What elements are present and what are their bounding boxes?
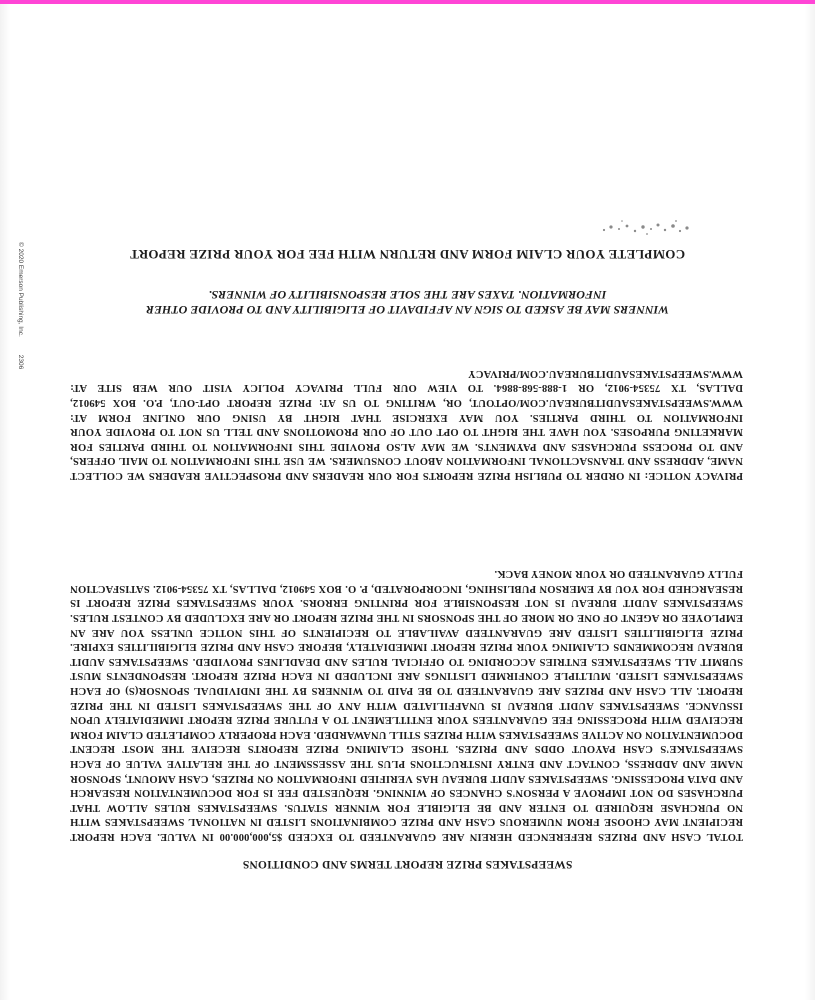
form-code: 2306 — [17, 354, 24, 370]
terms-bold-recommendation: SWEEPSTAKES AUDIT BUREAU RECOMMENDS CLAIMING YOUR PRIZE REPORT IMMEDIATELY, BEFORE CASH AND PRIZE ELIGIBILITIES EXPIRE. — [70, 641, 743, 667]
claim-instruction: COMPLETE YOUR CLAIM FORM AND RETURN WITH FEE FOR YOUR PRIZE REPORT — [129, 247, 686, 262]
copyright-notice: © 2020 Emerson Publishing, Inc. — [17, 242, 24, 337]
terms-guarantee: SATISFACTION FULLY GUARANTEED OR YOUR MONEY BACK. — [70, 568, 743, 594]
privacy-text: IN ORDER TO PUBLISH PRIZE REPORTS FOR OUR READERS AND PROSPECTIVE READERS WE COLLECT NAME, ADDRESS AND TRANSACTIONAL INFORMATION ABOUT CONSUMERS. WE USE THIS INFORMATION TO MAIL OFFERS, AND TO PROCESS PURCHASES AND PAYMENTS. WE MAY ALSO PROVIDE THIS INFORMATION TO THIRD PARTIES FOR MARKETING PURPOSES. YOU HAVE THE RIGHT TO OPT OUT OF OUR PROMOTIONS AND TELL US NOT TO PROVIDE YOUR INFORMATION TO THIRD PARTIES. YOU MAY EXERCISE THAT RIGHT BY USING OUR ONLINE FORM AT: WWW.SWEEPSTAKESAUDITBUREAU.COM/OPTOUT, OR, WRITING TO US AT: PRIZE REPORT OPT-OUT, P.O. BOX 549012, DALLAS, TX 75354-9012, OR 1-888-568-8864. TO VIEW OUR FULL PRIVACY POLICY VISIT OUR WEB SITE AT: WWW.SWEEPSTAKESAUDITBUREAU.COM/PRIVACY — [70, 367, 743, 481]
privacy-paragraph — [70, 365, 743, 482]
terms-paragraph — [70, 566, 743, 843]
terms-intro-text: TOTAL CASH AND PRIZES REFERENCED HEREIN ARE GUARANTEED TO EXCEED $5,000,000.00 IN VALUE. EACH REPORT RECIPIENT MAY CHOOSE FROM NUMEROUS CASH AND PRIZE COMBINATIONS LISTED IN NATIONAL SWEEPSTAKES WITH NO PURCHASE REQUIRED TO ENTER AND BE ELIGIBLE FOR WINNER STATUS. SWEEPSTAKES RULES ALLOW THAT PURCHASES DO NOT IMPROVE A PERSON'S CHANCES OF WINNING. REQUESTED FEE IS FOR DOCUMENTATION RESEARCH AND DATA PROCESSING. SWEEPSTAKES AUDIT BUREAU HAS VERIFIED INFORMATION ON PRIZES, CASH AMOUNT, SPONSOR NAME AND ADDRESS, CONTACT AND ENTRY INSTRUCTIONS PLUS THE ASSESSMENT OF THE RELATIVE VALUE OF EACH SWEEPSTAKE'S CASH PAYOUT ODDS AND PRIZES. THOSE CLAIMING PRIZE REPORTS RECEIVE THE MOST RECENT DOCUMENTATION ON ACTIVE SWEEPSTAKES WITH PRIZES STILL UNAWARDED. EACH PROPERLY COMPLETED CLAIM FORM RECEIVED WITH PROCESSING FEE GUARANTEES YOUR ENTITLEMENT TO A FUTURE PRIZE REPORT IMMEDIATELY UPON ISSUANCE. SWEEPSTAKES AUDIT BUREAU IS UNAFFILIATED WITH ANY OF THE SWEEPSTAKES LISTED IN THE PRIZE REPORT. ALL CASH AND PRIZES ARE GUARANTEED TO BE PAID TO WINNERS BY THE INDIVIDUAL SPONSOR(S) OF EACH SWEEPSTAKES LISTED. MULTIPLE CONFIRMED LISTINGS ARE INCLUDED IN EACH PRIZE REPORT. RESPONDENTS MUST SUBMIT ALL SWEEPSTAKES ENTRIES ACCORDING TO OFFICIAL RULES AND DEADLINES PROVIDED. — [70, 655, 743, 842]
winners-notice: WINNERS MAY BE ASKED TO SIGN AN AFFIDAVIT OF ELIGIBILITY AND TO PROVIDE OTHER INFORMATION. TAXES ARE THE SOLE RESPONSIBILITY OF WINNERS. — [146, 288, 669, 317]
terms-title: SWEEPSTAKES PRIZE REPORT TERMS AND CONDITIONS — [242, 858, 573, 870]
terms-rest-text: PRIZE ELIGIBILITIES LISTED ARE GUARANTEED AVAILABLE TO RECIPIENTS OF THIS NOTICE UNLESS YOU ARE AN EMPLOYEE OR AGENT OF ONE OR MORE OF THE SPONSORS IN THE PRIZE REPORT OR ARE EXCLUDED BY CONTEST RULES. SWEEPSTAKES AUDIT BUREAU IS NOT RESPONSIBLE FOR PRINTING ERRORS. YOUR SWEEPSTAKES PRIZE REPORT IS RESEARCHED FOR YOU BY EMERSON PUBLISHING, INCORPORATED, P. O. BOX 549012, DALLAS, TX 75354-9012. — [70, 582, 743, 638]
privacy-label: PRIVACY NOTICE: — [644, 470, 743, 481]
ink-smudge-icon — [595, 214, 695, 240]
copyright-margin-text — [14, 242, 24, 382]
